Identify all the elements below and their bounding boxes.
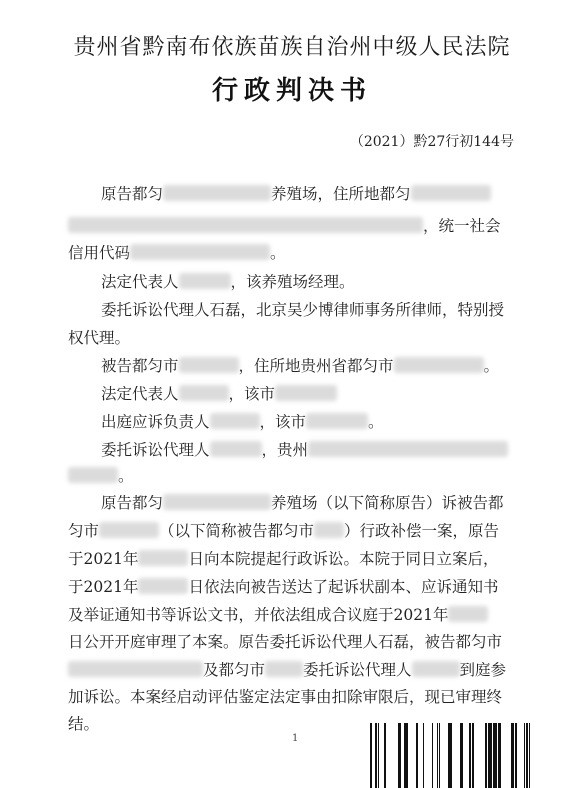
agent-firm: ，贵州 <box>261 441 309 459</box>
narrative-line-5 <box>68 603 488 625</box>
plaintiff-representative-line <box>101 270 355 292</box>
redacted-block <box>138 578 188 594</box>
responsible-person-title: ，该市 <box>259 413 307 431</box>
narrative-text: 及都匀市 <box>203 661 266 679</box>
narrative-text: 日向本院提起行政诉讼。本院于同日立案后， <box>188 550 499 568</box>
narrative-text: 于2021年 <box>68 550 139 568</box>
barcode-bar <box>498 723 501 788</box>
barcode-bar <box>416 723 418 788</box>
narrative-line-1 <box>101 491 504 513</box>
narrative-line-9: 结。 <box>68 715 100 733</box>
plaintiff-address-label: 养殖场，住所地都匀 <box>271 185 411 203</box>
redacted-block <box>163 185 271 201</box>
narrative-line-7 <box>68 658 506 680</box>
plaintiff-address-line <box>68 214 501 236</box>
redacted-block <box>163 494 271 510</box>
redacted-block <box>411 185 491 201</box>
barcode-bar <box>437 723 438 788</box>
agent-label: 委托诉讼代理人 <box>101 441 210 459</box>
narrative-text: 到庭参 <box>459 661 507 679</box>
redacted-block <box>138 550 188 566</box>
barcode-bar <box>378 723 379 788</box>
period: 。 <box>270 244 286 262</box>
redacted-block <box>394 357 484 373</box>
redacted-block <box>412 661 460 677</box>
narrative-text: 及举证通知书等诉讼文书，并依法组成合议庭于2021年 <box>68 606 449 624</box>
defendant-representative-line <box>101 382 337 404</box>
credit-code-prefix: ，统一社会 <box>423 217 501 235</box>
narrative-line-3 <box>68 547 498 569</box>
defendant-agent-line-2 <box>68 464 134 486</box>
redacted-block <box>314 522 344 538</box>
responsible-person-line <box>101 410 384 432</box>
defendant-address-label: ，住所地贵州省都匀市 <box>238 357 394 375</box>
barcode-image <box>370 723 530 788</box>
barcode-bar <box>485 723 487 788</box>
barcode-bar <box>370 723 372 788</box>
redacted-block <box>448 606 488 622</box>
barcode-bar <box>515 723 517 788</box>
redacted-block <box>210 413 260 429</box>
barcode-bar <box>472 723 474 788</box>
responsible-person-label: 出庭应诉负责人 <box>101 413 210 431</box>
redacted-block <box>68 217 423 233</box>
plaintiff-line <box>101 182 491 204</box>
redacted-block <box>99 522 159 538</box>
barcode-bar <box>469 723 471 788</box>
defendant-label: 被告都匀市 <box>101 357 179 375</box>
narrative-line-8: 加诉讼。本案经启动评估鉴定法定事由扣除审限后，现已审理终 <box>68 688 503 706</box>
narrative-line-6: 日公开开庭审理了本案。原告委托诉讼代理人石磊，被告都匀市 <box>68 633 503 651</box>
credit-code-line <box>68 241 286 263</box>
redacted-block <box>130 244 270 260</box>
period: 。 <box>118 467 134 485</box>
defendant-agent-line <box>101 438 508 460</box>
case-number: （2021）黔27行初144号 <box>349 134 514 150</box>
redacted-block <box>308 441 508 457</box>
period: 。 <box>368 413 384 431</box>
redacted-block <box>68 467 118 483</box>
credit-code-label: 信用代码 <box>68 244 131 262</box>
barcode-bar <box>493 723 497 788</box>
narrative-text: 日依法向被告送达了起诉状副本、应诉通知书 <box>188 578 499 596</box>
barcode-bar <box>432 723 433 788</box>
barcode-bar <box>423 723 424 788</box>
barcode-bar <box>439 723 440 788</box>
document-title: 行政判决书 <box>211 76 372 106</box>
legal-rep-title: ，该养殖场经理。 <box>230 273 355 291</box>
barcode-bar <box>460 723 463 788</box>
barcode-bar <box>524 723 525 788</box>
barcode-bar <box>404 723 408 788</box>
legal-rep-title: ，该市 <box>228 385 276 403</box>
page-number: 1 <box>292 733 299 744</box>
narrative-line-4 <box>68 575 498 597</box>
narrative-text: ）行政补偿一案，原告 <box>344 522 500 540</box>
court-name: 贵州省黔南布依族苗族自治州中级人民法院 <box>73 35 511 60</box>
barcode-bar <box>511 723 514 788</box>
narrative-text: 原告都匀 <box>101 494 164 512</box>
redacted-block <box>275 385 337 401</box>
narrative-text: 于2021年 <box>68 578 139 596</box>
barcode-bar <box>384 723 386 788</box>
plaintiff-agent-line: 委托诉讼代理人石磊，北京吴少博律师事务所律师，特别授 <box>101 301 505 319</box>
barcode-bar <box>529 723 530 788</box>
barcode-bar <box>375 723 377 788</box>
narrative-text: 养殖场（以下简称原告）诉被告都 <box>271 494 504 512</box>
redacted-block <box>210 441 262 457</box>
redacted-block <box>179 273 231 289</box>
redacted-block <box>68 661 203 677</box>
narrative-line-2 <box>68 519 499 541</box>
barcode-bar <box>488 723 492 788</box>
plaintiff-label: 原告都匀 <box>101 185 164 203</box>
redacted-block <box>179 385 229 401</box>
redacted-block <box>306 413 368 429</box>
period: 。 <box>483 357 500 375</box>
legal-rep-label: 法定代表人 <box>101 385 179 403</box>
plaintiff-agent-line-2: 权代理。 <box>68 329 131 347</box>
redacted-block <box>265 661 303 677</box>
redacted-block <box>179 357 239 373</box>
barcode-bar <box>398 723 401 788</box>
narrative-text: （以下简称被告都匀市 <box>159 522 315 540</box>
defendant-line <box>101 354 499 376</box>
narrative-text: 委托诉讼代理人 <box>303 661 412 679</box>
barcode-bar <box>448 723 452 788</box>
narrative-text: 匀市 <box>68 522 100 540</box>
legal-rep-label: 法定代表人 <box>101 273 179 291</box>
barcode-bar <box>526 723 528 788</box>
